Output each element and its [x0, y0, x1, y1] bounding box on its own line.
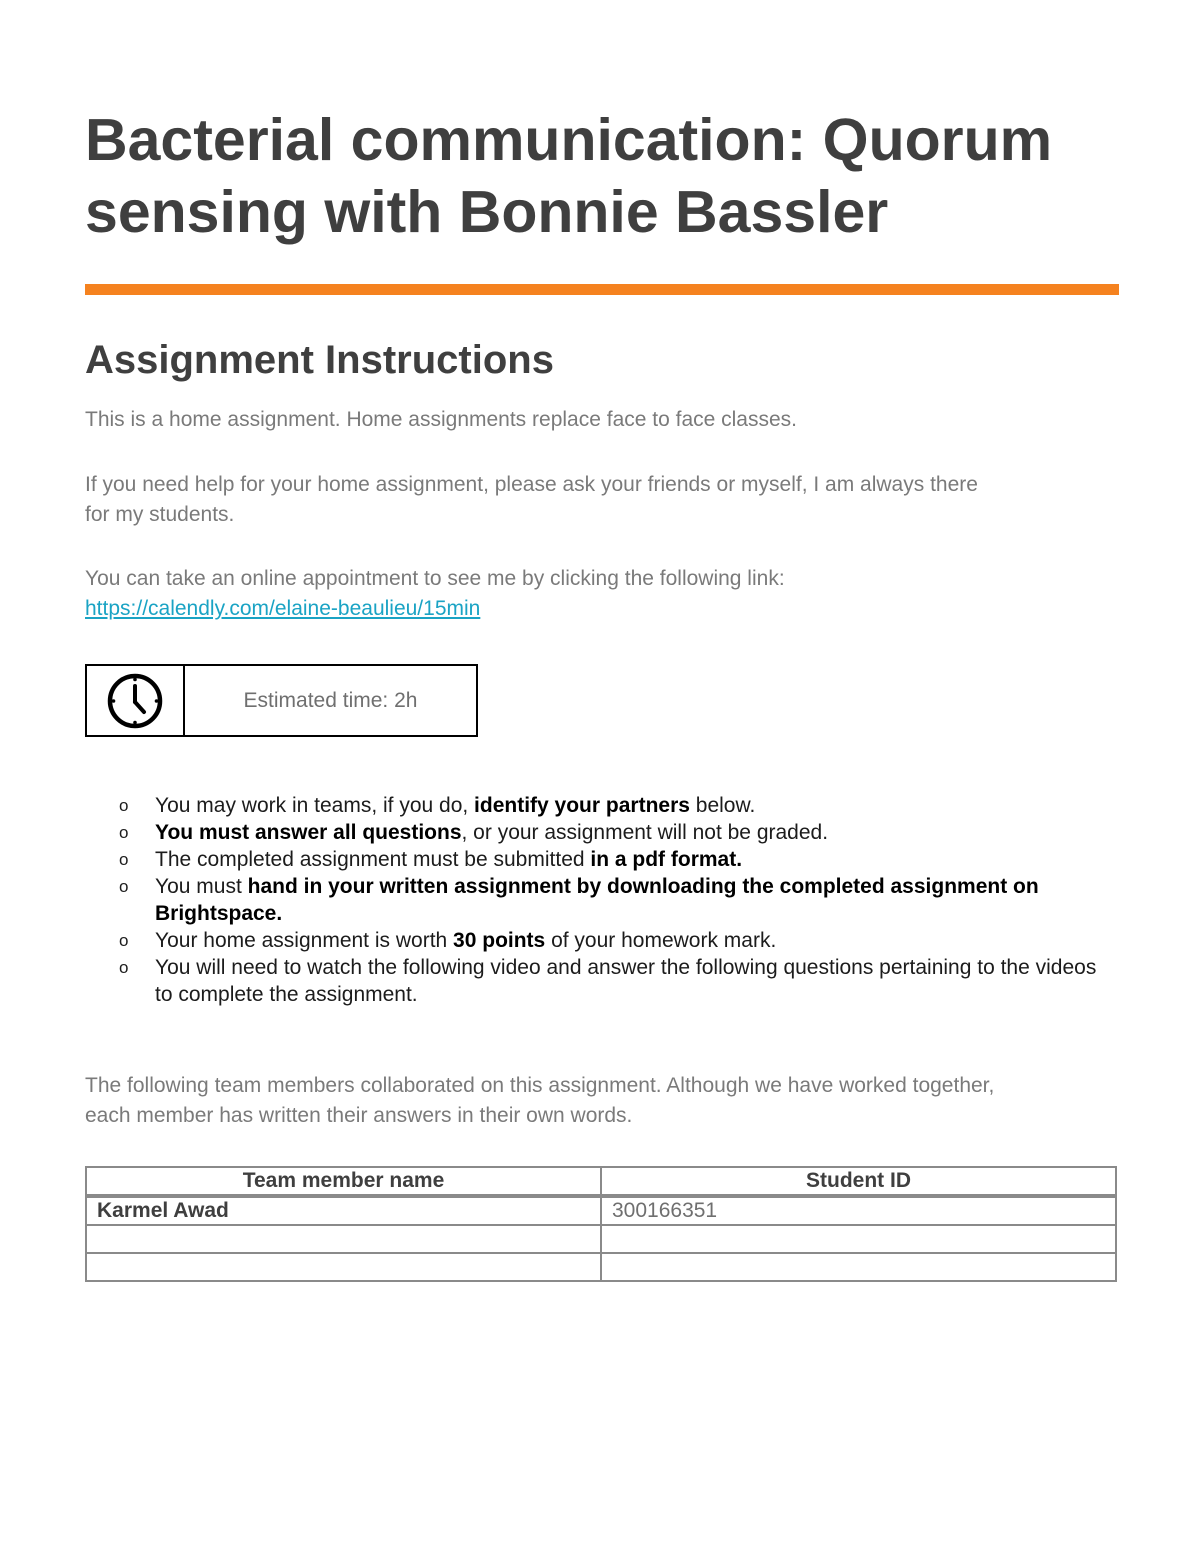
calendly-link[interactable]: https://calendly.com/elaine-beaulieu/15min: [85, 597, 481, 620]
bullet-bold: in a pdf format.: [590, 848, 743, 871]
bullet-marker: o: [119, 877, 129, 896]
team-table: [85, 1166, 1117, 1282]
table-row: [86, 1225, 1116, 1253]
title-line-1: Bacterial communication: Quorum: [85, 107, 1053, 173]
table-header-row: [86, 1167, 1116, 1196]
bullet-bold: You must answer all questions: [155, 821, 462, 844]
bullet-marker: o: [119, 796, 129, 815]
table-row: [86, 1196, 1116, 1225]
bullet-marker: o: [119, 958, 129, 977]
team-member-name-cell[interactable]: [86, 1253, 601, 1281]
clock-icon-cell: [87, 666, 185, 735]
bullet-text: Your home assignment is worth: [155, 929, 454, 952]
bullet-text: You may work in teams, if you do,: [155, 794, 475, 817]
appointment-text: You can take an online appointment to see me by clicking the following link:: [85, 567, 785, 590]
bullet-text: You must: [155, 875, 248, 898]
estimated-time: Estimated time: 2h: [243, 688, 418, 712]
title-divider: [85, 284, 1119, 295]
student-id-cell[interactable]: 300166351: [601, 1196, 1116, 1225]
student-id-cell[interactable]: [601, 1253, 1116, 1281]
bullet-bold: hand in your written assignment by downloading the completed assignment on Brightspace.: [155, 875, 1039, 925]
instruction-list: [119, 792, 1115, 1008]
list-item: [119, 846, 1115, 873]
list-item: [119, 873, 1115, 927]
intro-paragraph: This is a home assignment. Home assignments replace face to face classes.: [85, 408, 797, 431]
title-line-2: sensing with Bonnie Bassler: [85, 179, 889, 245]
bullet-text: You will need to watch the following video and answer the following questions pertaining to the videos to complete the assignment.: [155, 956, 1097, 1006]
collab-line-1: The following team members collaborated on this assignment. Although we have worked together,: [85, 1074, 995, 1097]
student-id-cell[interactable]: [601, 1225, 1116, 1253]
document-title: [85, 104, 1117, 248]
help-line-1: If you need help for your home assignment, please ask your friends or myself, I am always there: [85, 473, 978, 496]
appointment-paragraph: [85, 564, 1105, 624]
bullet-bold: 30 points: [453, 929, 546, 952]
team-member-name-cell[interactable]: [86, 1225, 601, 1253]
team-member-name-cell[interactable]: Karmel Awad: [86, 1196, 601, 1225]
bullet-marker: o: [119, 823, 129, 842]
header-student-id: Student ID: [601, 1167, 1116, 1196]
bullet-marker: o: [119, 931, 129, 950]
bullet-text: , or your assignment will not be graded.: [461, 821, 829, 844]
clock-icon: [106, 672, 164, 730]
bullet-text: The completed assignment must be submitted: [155, 848, 591, 871]
bullet-text: of your homework mark.: [545, 929, 777, 952]
bullet-marker: o: [119, 850, 129, 869]
collaboration-paragraph: [85, 1071, 1105, 1131]
estimated-time-box: [85, 664, 478, 737]
bullet-text: below.: [689, 794, 756, 817]
list-item: [119, 792, 1115, 819]
table-row: [86, 1253, 1116, 1281]
header-team-member-name: Team member name: [86, 1167, 601, 1196]
help-paragraph: [85, 470, 1105, 530]
help-line-2: for my students.: [85, 503, 235, 526]
list-item: [119, 927, 1115, 954]
section-heading: Assignment Instructions: [85, 338, 554, 382]
list-item: [119, 954, 1115, 1008]
collab-line-2: each member has written their answers in their own words.: [85, 1104, 633, 1127]
list-item: [119, 819, 1115, 846]
bullet-bold: identify your partners: [474, 794, 690, 817]
